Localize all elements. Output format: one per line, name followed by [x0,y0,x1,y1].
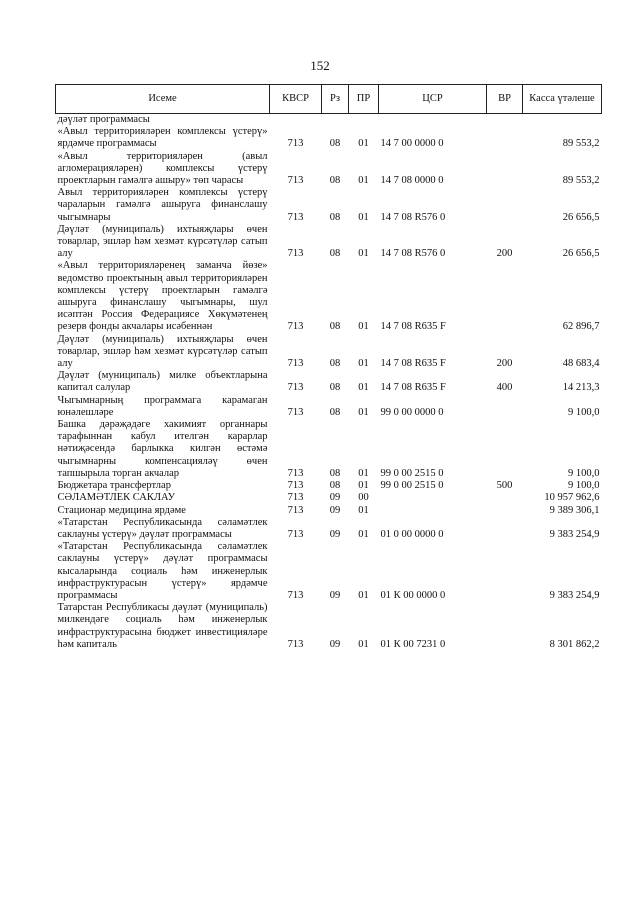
cell-name: «Татарстан Республикасында сәламәтлек саклауны үстерү» дәүләт программасы кысаларында социаль һәм инженерлык инфраструктурасын үстерү» ярдәмче программасы [57,541,268,601]
table-row [56,517,602,541]
cell-kvsr: 713 [287,492,304,504]
cell-amount: 89 553,2 [562,138,600,150]
header-pr: ПР [349,85,379,114]
header-rz: Рз [322,85,349,114]
cell-vr [487,260,523,333]
cell-rz: 09 [329,589,341,601]
cell-pr [349,114,379,127]
cell-amount: 9 383 254,9 [549,589,600,601]
cell-csr: 99 0 00 2515 0 [380,480,444,492]
table-row [56,480,602,492]
cell-rz [322,114,349,127]
cell-pr: 01 [358,211,369,223]
cell-kvsr: 713 [287,382,304,394]
cell-pr: 01 [358,321,369,333]
cell-rz: 09 [329,528,341,540]
cell-vr [487,505,523,517]
cell-name: «Авыл территорияләрен (авыл агломерацияләрен) комплексы үстерү проектларын гамәлгә ашыру» төп чарасы [57,150,268,187]
cell-name: Дәүләт (муниципаль) ихтыяҗлары өчен товарлар, эшләр һәм хезмәт күрсәтүләр сатып алу [57,223,268,260]
cell-name: Дәүләт (муниципаль) ихтыяҗлары өчен товарлар, эшләр һәм хезмәт күрсәтүләр сатып алу [57,333,268,370]
header-csr: ЦСР [379,85,487,114]
cell-pr: 01 [358,504,369,516]
cell-kvsr: 713 [287,589,304,601]
cell-csr [379,114,487,127]
cell-csr: 14 7 08 0000 0 [380,175,444,187]
cell-csr: 01 К 00 0000 0 [380,589,446,601]
cell-pr: 01 [358,406,369,418]
cell-rz: 09 [329,638,341,650]
cell-amount: 48 683,4 [562,358,600,370]
header-name: Исеме [56,85,270,114]
cell-csr: 14 7 08 R576 0 [380,211,446,223]
table-row [56,395,602,419]
cell-kvsr: 713 [287,211,304,223]
cell-amount: 89 553,2 [562,175,600,187]
cell-amount: 9 100,0 [568,406,600,418]
cell-amount: 8 301 862,2 [549,638,600,650]
cell-rz: 09 [329,492,341,504]
cell-vr [487,114,523,127]
cell-vr [487,541,523,602]
cell-kvsr: 713 [287,638,304,650]
table-row [56,187,602,224]
cell-csr: 14 7 08 R635 F [380,382,446,394]
table-row [56,419,602,480]
cell-csr: 01 0 00 0000 0 [380,528,444,540]
cell-name: Стационар медицина ярдәме [57,504,186,516]
cell-kvsr: 713 [287,480,304,492]
table-body [56,114,602,651]
cell-amount: 14 213,3 [562,382,600,394]
cell-pr: 01 [358,248,369,260]
cell-pr: 01 [358,528,369,540]
table-row [56,151,602,188]
cell-rz: 09 [329,504,341,516]
table-row [56,370,602,394]
cell-name: СӘЛАМӘТЛЕК САКЛАУ [57,492,176,504]
cell-rz: 08 [329,467,341,479]
cell-kvsr: 713 [287,175,304,187]
cell-name: Дәүләт (муниципаль) милке объектларына капитал салулар [57,370,268,394]
cell-vr [487,126,523,150]
table-row [56,492,602,504]
cell-amount: 62 896,7 [562,321,600,333]
cell-pr: 01 [358,638,369,650]
table-row [56,602,602,651]
page-number: 152 [310,58,330,73]
cell-kvsr: 713 [287,406,304,418]
cell-rz: 08 [329,358,341,370]
cell-vr [487,187,523,224]
cell-vr [487,419,523,480]
cell-amount: 9 100,0 [568,467,600,479]
cell-csr: 14 7 08 R576 0 [380,248,446,260]
cell-name: Башка дәрәҗәдәге хакимият органнары тарафыннан кабул ителгән карарлар нәтиҗәсендә барлыкка килгән өстәмә чыгымнарны компенсацияләү өчен тапшырыла торган акчалар [57,419,268,479]
cell-vr [487,517,523,541]
cell-pr: 00 [358,492,369,504]
table-row [56,126,602,150]
cell-amount: 26 656,5 [562,248,600,260]
table-header-row [56,85,602,114]
cell-name: «Татарстан Республикасында сәламәтлек саклауны үстерү» дәүләт программасы [57,516,268,540]
cell-csr: 01 К 00 7231 0 [380,638,446,650]
cell-vr [487,492,523,504]
cell-name: «Авыл территорияләрен комплексы үстерү» ярдәмче программасы [57,126,268,150]
cell-pr: 01 [358,358,369,370]
cell-csr: 14 7 08 R635 F [380,321,446,333]
cell-rz: 08 [329,175,341,187]
table-row [56,334,602,371]
cell-pr: 01 [358,138,369,150]
cell-rz: 08 [329,480,341,492]
cell-kvsr: 713 [287,467,304,479]
cell-csr [379,492,487,504]
cell-name: Татарстан Республикасы дәүләт (муниципаль) милкендәге социаль һәм инженерлык инфраструктурасына бюджет инвестицияләре һәм капиталь [57,602,268,650]
cell-kvsr: 713 [287,248,304,260]
cell-vr [487,602,523,651]
cell-vr [487,151,523,188]
cell-csr: 99 0 00 0000 0 [380,406,444,418]
cell-vr: 400 [496,382,513,394]
cell-rz: 08 [329,138,341,150]
header-amount: Касса үтәлеше [523,85,602,114]
cell-pr: 01 [358,480,369,492]
cell-kvsr: 713 [287,528,304,540]
table-row [56,224,602,261]
cell-name: Авыл территорияләрен комплексы үстерү чараларын гамәлгә ашыруга финанслашу чыгымнары [57,187,268,223]
cell-kvsr: 713 [287,138,304,150]
cell-name: Бюджетара трансфертлар [57,480,171,492]
cell-vr: 200 [496,248,513,260]
cell-vr: 200 [496,358,513,370]
cell-amount: 9 383 254,9 [549,528,600,540]
cell-kvsr: 713 [287,358,304,370]
cell-pr: 01 [358,382,369,394]
header-vr: ВР [487,85,523,114]
table-row [56,541,602,602]
cell-name: «Авыл территорияләренең заманча йөзе» ведомство проектының авыл территорияләрен комплексы үстерү проектларын гамәлгә ашыруга финанслашу чыгымнары, шул исәптән Россия Федерациясе Хөкүмәтенең резерв фонды акчалары исәбеннән [57,260,268,333]
cell-pr: 01 [358,589,369,601]
table-row [56,505,602,517]
cell-kvsr: 713 [287,321,304,333]
cell-kvsr: 713 [287,504,304,516]
cell-csr [379,505,487,517]
header-kvsr: КВСР [270,85,322,114]
cell-csr: 14 7 08 R635 F [380,358,446,370]
cell-vr: 500 [496,480,513,492]
cell-amount [523,114,602,127]
cell-csr: 14 7 00 0000 0 [380,138,444,150]
cell-pr: 01 [358,175,369,187]
cell-rz: 08 [329,382,341,394]
cell-amount: 26 656,5 [562,211,600,223]
cell-amount: 9 389 306,1 [549,504,600,516]
budget-table [55,84,602,651]
cell-rz: 08 [329,248,341,260]
cell-vr [487,395,523,419]
cell-amount: 9 100,0 [568,480,600,492]
cell-rz: 08 [329,406,341,418]
cell-csr: 99 0 00 2515 0 [380,467,444,479]
cell-amount: 10 957 962,6 [544,492,600,504]
cell-rz: 08 [329,321,341,333]
cell-kvsr [270,114,322,127]
cell-pr: 01 [358,467,369,479]
cell-name: Чыгымнарның программага карамаган юнәлешләре [57,394,268,418]
table-row [56,114,602,127]
table-row [56,260,602,333]
cell-rz: 08 [329,211,341,223]
cell-name: дәүләт программасы [57,114,150,125]
